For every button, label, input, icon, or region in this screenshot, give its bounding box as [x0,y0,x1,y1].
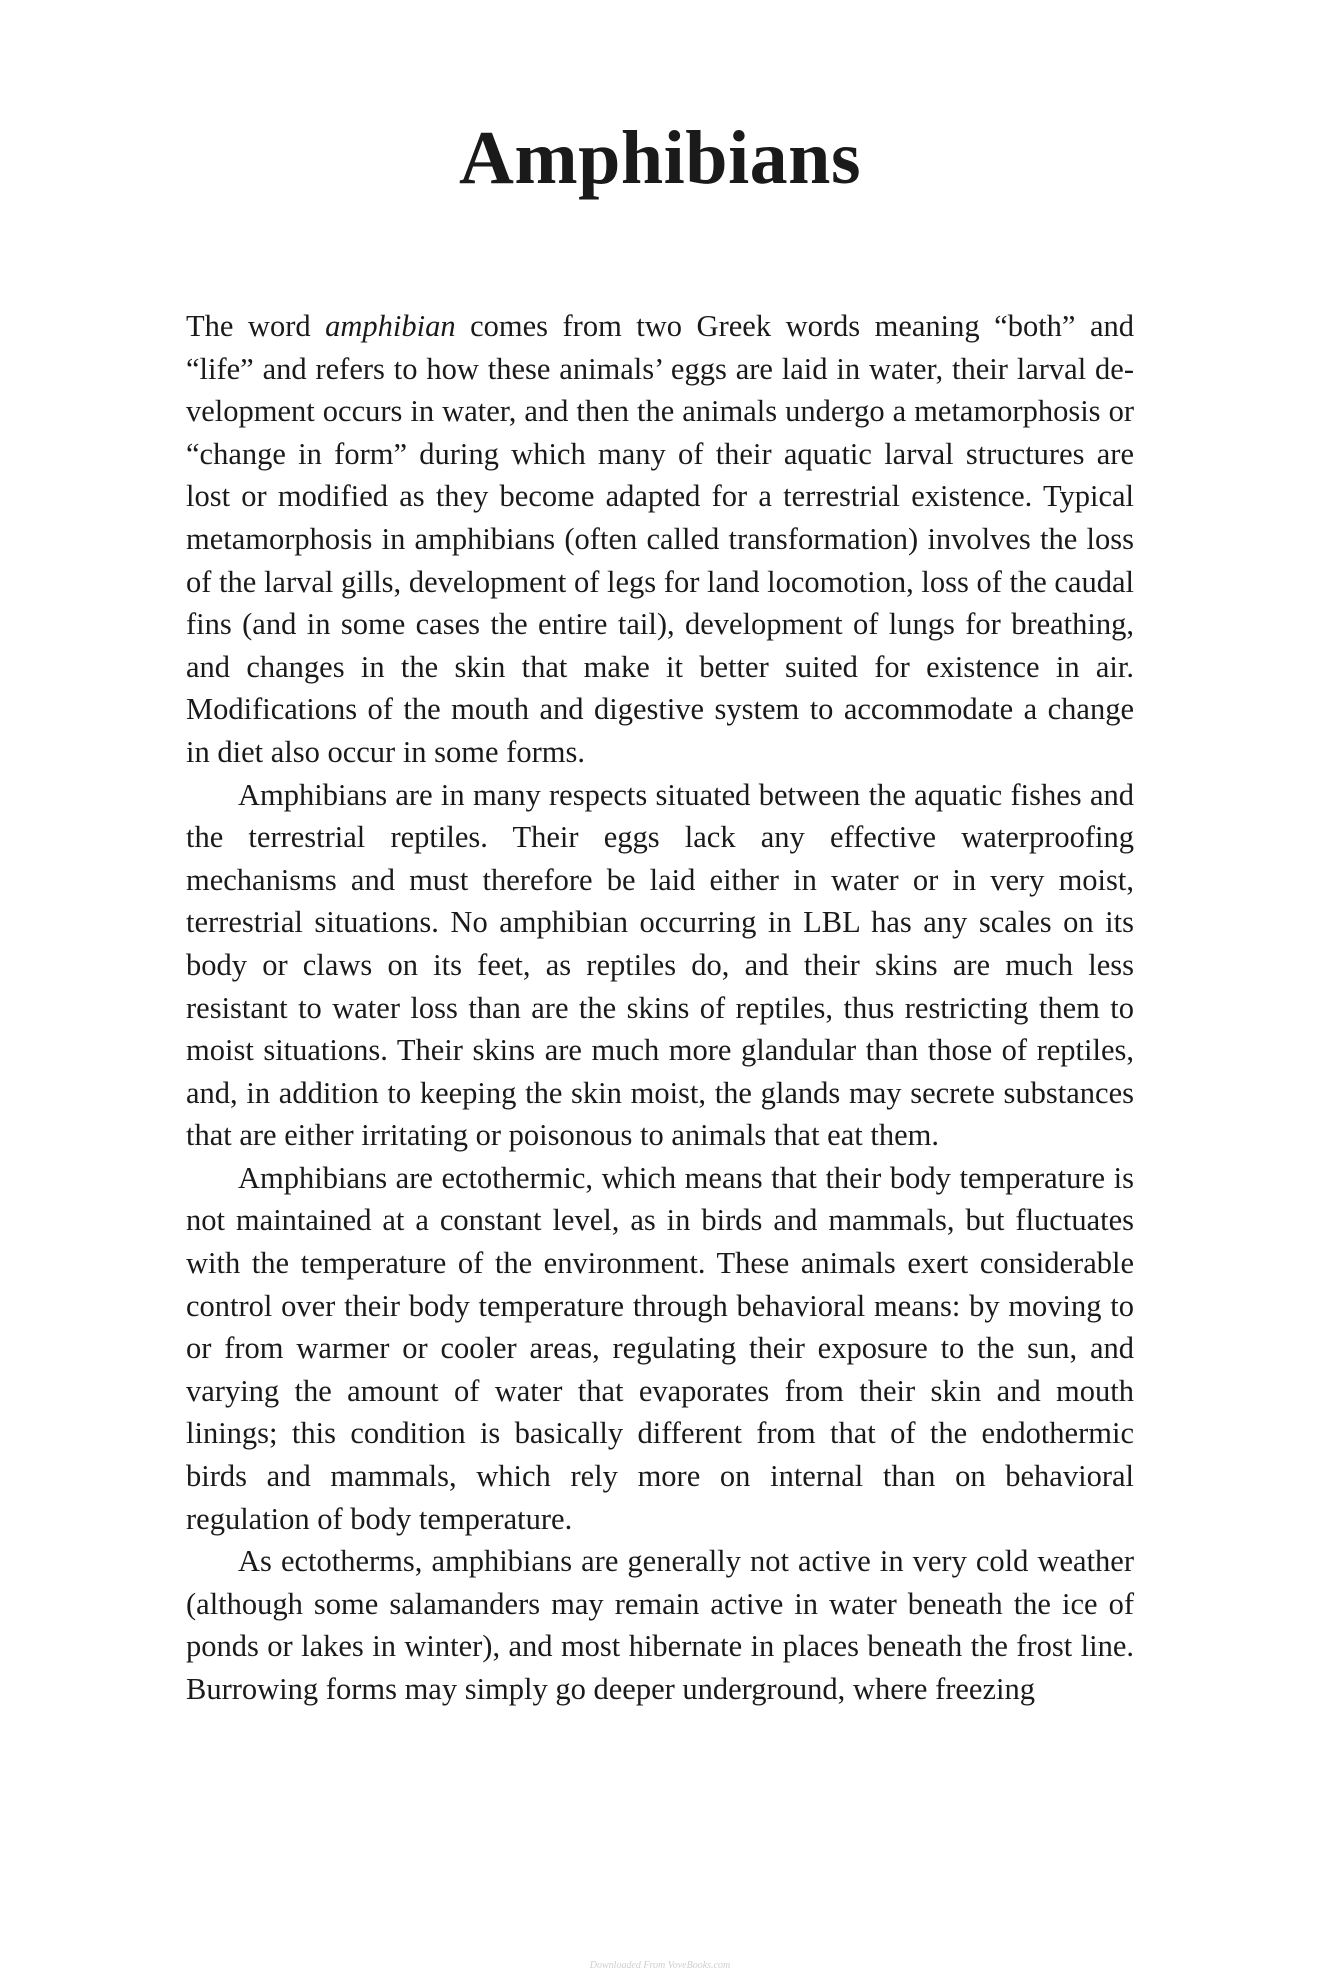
paragraph-2: Amphibians are in many respects situated between the aquatic fishes and the terrestrial reptiles. Their eggs lack any effective waterproofing mechanisms and must therefore be laid either in water or in very moist, terrestrial situations. No amphibian occurring in LBL has any scales on its body or claws on its feet, as reptiles do, and their skins are much less resistant to water loss than are the skins of reptiles, thus restricting them to moist situations. Their skins are much more glandular than those of reptiles, and, in addition to keeping the skin moist, the glands may secrete substances that are either irritating or poisonous to animals that eat them. [186,777,1134,1153]
paragraph-1-lead: The word [186,309,326,343]
download-watermark: Downloaded From VoveBooks.com [589,1960,731,1971]
chapter-body [186,305,1134,1711]
paragraph-3: Amphibians are ectothermic, which means that their body temperature is not maintained at a constant level, as in birds and mammals, but fluctuates with the temperature of the environment. These animals exert considerable control over their body temperature through behavioral means: by moving to or from warmer or cooler areas, regulating their exposure to the sun, and varying the amount of water that evaporates from their skin and mouth linings; this condition is basically different from that of the endothermic birds and mammals, which rely more on internal than on behavioral regulation of body temperature. [186,1160,1134,1536]
italic-term: amphibian [325,309,456,343]
paragraph-4: As ectotherms, amphibians are generally not active in very cold weather (although some salamanders may remain active in water beneath the ice of ponds or lakes in winter), and most hibernate in places beneath the frost line. Burrowing forms may simply go deeper underground, where freezing [186,1544,1134,1706]
paragraph-1 [186,305,1134,774]
chapter-title: Amphibians [458,116,862,200]
paragraph-1-rest: comes from two Greek words meaning “both” and “life” and refers to how these animals’ eggs are laid in water, their larval development occurs in water, and then the animals undergo a metamorphosis or “change in form” during which many of their aquatic larval structures are lost or modified as they become adapted for a terrestrial existence. Typical metamorphosis in amphibians (often called transformation) involves the loss of the larval gills, development of legs for land locomotion, loss of the caudal fins (and in some cases the entire tail), development of lungs for breathing, and changes in the skin that make it better suited for existence in air. Modifications of the mouth and digestive system to accommodate a change in diet also occur in some forms. [186,309,1134,769]
